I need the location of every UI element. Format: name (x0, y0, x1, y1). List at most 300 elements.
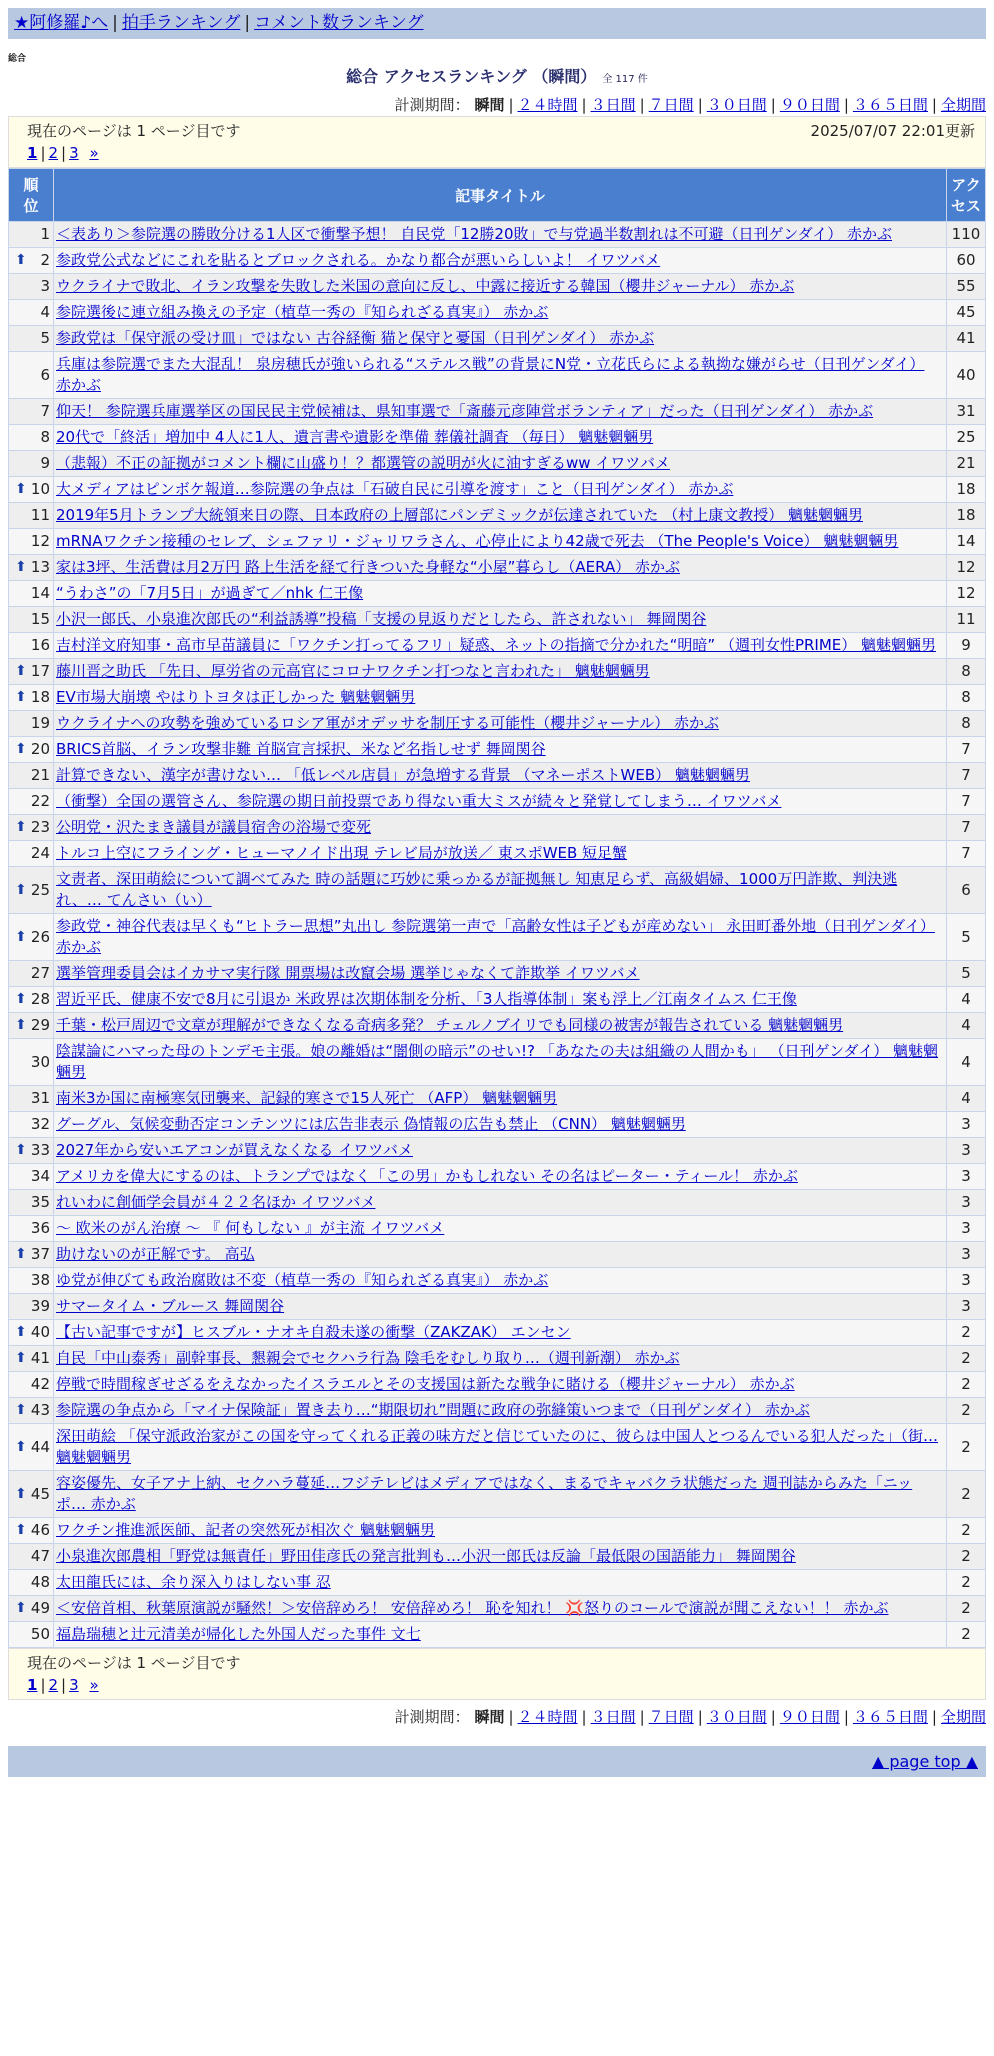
page-title (8, 66, 986, 91)
rank-number: 43 (30, 1401, 50, 1419)
title-cell (54, 1518, 947, 1544)
access-count: 3 (947, 1138, 986, 1164)
rank-number: 42 (30, 1375, 50, 1393)
rank-cell (9, 711, 54, 737)
access-count: 14 (947, 529, 986, 555)
article-link[interactable]: 深田萌絵 「保守派政治家がこの国を守ってくれる正義の味方だと信じていたのに、彼らは中国人とつるんでいる犯人だった」（街… 魑魅魍魎男 (56, 1427, 938, 1466)
table-row (9, 581, 986, 607)
rank-cell (9, 425, 54, 451)
title-cell (54, 1268, 947, 1294)
article-link[interactable]: 千葉・松戸周辺で文章が理解ができなくなる奇病多発？ チェルノブイリでも同様の被害が報告されている 魑魅魍魎男 (56, 1016, 844, 1034)
title-cell (54, 1622, 947, 1648)
table-row (9, 1138, 986, 1164)
title-cell (54, 1216, 947, 1242)
article-link[interactable]: 参政党公式などにこれを貼るとブロックされる。かなり都合が悪いらしいよ！ イワツバメ (56, 251, 661, 269)
access-count: 2 (947, 1471, 986, 1518)
table-row (9, 1424, 986, 1471)
access-count: 2 (947, 1320, 986, 1346)
article-link[interactable]: 助けないのが正解です。 高弘 (56, 1245, 255, 1263)
title-cell (54, 451, 947, 477)
rank-cell (9, 1112, 54, 1138)
table-row (9, 607, 986, 633)
rank-cell (9, 987, 54, 1013)
access-count: 40 (947, 352, 986, 399)
article-link[interactable]: 参院選の争点から「マイナ保険証」置き去り…“期限切れ”問題に政府の弥縫策いつまで（日刊ゲンダイ） 赤かぶ (56, 1401, 810, 1419)
rank-number: 20 (30, 740, 50, 758)
separator: | (639, 96, 645, 114)
rank-number: 45 (30, 1484, 50, 1503)
total-count: 全 117 件 (602, 74, 648, 85)
rank-number: 34 (30, 1167, 50, 1185)
period-option-link[interactable]: ７日間 (648, 96, 694, 114)
article-link[interactable]: トルコ上空にフライング・ヒューマノイド出現 テレビ局が放送／ 東スポWEB 短足蟹 (56, 844, 628, 862)
period-current: 瞬間 (474, 1708, 505, 1726)
rank-cell (9, 789, 54, 815)
article-link[interactable]: EV市場大崩壊 やはりトヨタは正しかった 魑魅魍魎男 (56, 688, 416, 706)
table-row (9, 222, 986, 248)
article-link[interactable]: 【古い記事ですが】ヒスブル・ナオキ自殺未遂の衝撃（ZAKZAK） エンセン (56, 1323, 571, 1341)
article-link[interactable]: 小泉進次郎農相「野党は無責任」野田佳彦氏の発言批判も…小沢一郎氏は反論「最低限の国語能力」 舞岡関谷 (56, 1547, 796, 1565)
title-cell (54, 352, 947, 399)
article-link[interactable]: ＜安倍首相、秋葉原演説が騒然！＞安倍辞めろ！ 安倍辞めろ！ 恥を知れ！ 💢怒りのコールで演説が聞こえない！！ 赤かぶ (56, 1599, 889, 1617)
rank-cell (9, 1242, 54, 1268)
article-link[interactable]: BRICS首脳、イラン攻撃非難 首脳宣言採択、米など名指しせず 舞岡関谷 (56, 740, 546, 758)
rank-up-arrow-icon: ⬆ (15, 1522, 27, 1538)
article-link[interactable]: （衝撃）全国の選管さん、参院選の期日前投票であり得ない重大ミスが続々と発覚してしまう… イワツバメ (56, 792, 782, 810)
rank-cell (9, 529, 54, 555)
title-cell (54, 425, 947, 451)
article-link[interactable]: 福島瑞穂と辻元清美が帰化した外国人だった事件 文七 (56, 1625, 421, 1643)
rank-cell (9, 1398, 54, 1424)
table-row (9, 1346, 986, 1372)
rank-cell (9, 1596, 54, 1622)
separator: | (508, 96, 514, 114)
title-cell (54, 477, 947, 503)
rank-number: 4 (40, 303, 50, 321)
comment-ranking-link[interactable]: コメント数ランキング (254, 13, 424, 33)
rank-up-arrow-icon: ⬆ (15, 1402, 27, 1418)
rank-number: 30 (30, 1052, 50, 1071)
access-count: 5 (947, 961, 986, 987)
title-cell (54, 503, 947, 529)
article-link[interactable]: 藤川晋之助氏 「先日、厚労省の元高官にコロナワクチン打つなと言われた」 魑魅魍魎男 (56, 662, 650, 680)
separator: | (697, 1708, 703, 1726)
rank-cell (9, 1138, 54, 1164)
separator: | (40, 144, 46, 162)
rank-number: 8 (40, 428, 50, 446)
rank-up-arrow-icon: ⬆ (15, 252, 27, 268)
table-row (9, 1013, 986, 1039)
table-row (9, 451, 986, 477)
rank-up-arrow-icon: ⬆ (15, 819, 27, 835)
title-cell (54, 815, 947, 841)
period-option-link[interactable]: ２４時間 (517, 96, 578, 114)
period-option-link[interactable]: 全期間 (940, 96, 986, 114)
rank-number: 5 (40, 329, 50, 347)
table-row (9, 352, 986, 399)
rank-number: 44 (30, 1437, 50, 1456)
title-cell (54, 607, 947, 633)
page-link[interactable]: 3 (69, 1676, 79, 1694)
table-row (9, 1294, 986, 1320)
title-cell (54, 274, 947, 300)
rank-number: 12 (30, 532, 50, 550)
period-selector-bottom (8, 1706, 986, 1728)
rank-cell (9, 326, 54, 352)
top-navigation (8, 8, 986, 39)
table-row (9, 555, 986, 581)
rank-up-arrow-icon: ⬆ (15, 689, 27, 705)
period-option-link[interactable]: ３０日間 (706, 96, 767, 114)
rank-cell (9, 1320, 54, 1346)
rank-up-arrow-icon: ⬆ (15, 481, 27, 497)
article-link[interactable]: ＜表あり＞参院選の勝敗分ける1人区で衝撃予想！ 自民党「12勝20敗」で与党過半数割れは不可避（日刊ゲンダイ） 赤かぶ (56, 225, 893, 243)
title-cell (54, 326, 947, 352)
rank-number: 26 (30, 927, 50, 946)
table-row (9, 659, 986, 685)
table-row (9, 1372, 986, 1398)
article-link[interactable]: 仰天！ 参院選兵庫選挙区の国民民主党候補は、県知事選で「斎藤元彦陣営ボランティア」だった（日刊ゲンダイ） 赤かぶ (56, 402, 874, 420)
title-cell (54, 1372, 947, 1398)
access-count: 2 (947, 1424, 986, 1471)
article-link[interactable]: 計算できない、漢字が書けない… 「低レベル店員」が急増する背景 （マネーポストWEB） 魑魅魍魎男 (56, 766, 750, 784)
page-link[interactable]: 2 (48, 1676, 59, 1694)
title-cell (54, 867, 947, 914)
access-count: 18 (947, 503, 986, 529)
rank-cell (9, 399, 54, 425)
table-row (9, 1320, 986, 1346)
article-link[interactable]: mRNAワクチン接種のセレブ、シェファリ・ジャリワラさん、心停止により42歳で死去 （The People's Voice） 魑魅魍魎男 (56, 532, 899, 550)
access-count: 4 (947, 1086, 986, 1112)
access-count: 11 (947, 607, 986, 633)
article-link[interactable]: 吉村洋文府知事・高市早苗議員に「ワクチン打ってるフリ」疑惑、ネットの指摘で分かれた“明暗” （週刊女性PRIME） 魑魅魍魎男 (56, 636, 937, 654)
rank-cell (9, 659, 54, 685)
table-row (9, 1242, 986, 1268)
rank-number: 39 (30, 1297, 50, 1315)
table-row (9, 477, 986, 503)
rank-cell (9, 1164, 54, 1190)
title-cell (54, 1164, 947, 1190)
separator: | (770, 96, 776, 114)
rank-number: 1 (40, 225, 50, 243)
rank-up-arrow-icon: ⬆ (15, 1324, 27, 1340)
rank-cell (9, 581, 54, 607)
rank-up-arrow-icon: ⬆ (15, 928, 27, 945)
rank-number: 40 (30, 1323, 50, 1341)
title-cell (54, 555, 947, 581)
table-row (9, 711, 986, 737)
rank-number: 27 (30, 964, 50, 982)
rank-cell (9, 1518, 54, 1544)
rank-cell (9, 274, 54, 300)
period-option-link[interactable]: ３６５日間 (852, 1708, 928, 1726)
rank-cell (9, 1622, 54, 1648)
title-cell (54, 1570, 947, 1596)
title-cell (54, 399, 947, 425)
article-link[interactable]: 参院選後に連立組み換えの予定（植草一秀の『知られざる真実』） 赤かぶ (56, 303, 549, 321)
article-link[interactable]: 公明党・沢たまき議員が議員宿舎の浴場で変死 (56, 818, 372, 836)
rank-cell (9, 555, 54, 581)
article-link[interactable]: ワクチン推進派医師、記者の突然死が相次ぐ 魑魅魍魎男 (56, 1521, 436, 1539)
rank-number: 7 (40, 402, 50, 420)
period-option-link[interactable]: ３日間 (590, 96, 636, 114)
title-cell (54, 987, 947, 1013)
access-count: 4 (947, 1039, 986, 1086)
ranking-title: 総合 アクセスランキング （瞬間） (346, 67, 597, 86)
access-count: 55 (947, 274, 986, 300)
rank-cell (9, 248, 54, 274)
article-link[interactable]: ゆ党が伸びても政治腐敗は不変（植草一秀の『知られざる真実』） 赤かぶ (56, 1271, 549, 1289)
access-count: 2 (947, 1346, 986, 1372)
period-option-link[interactable]: 全期間 (940, 1708, 986, 1726)
spacer (79, 144, 90, 162)
table-row (9, 300, 986, 326)
article-link[interactable]: 文责者、深田萌絵について調べてみた 時の話題に巧妙に乗っかるが証拠無し 知恵足らず、高級娼婦、1000万円詐欺、判決逃れ、… てんさい（い） (56, 870, 898, 909)
access-count: 8 (947, 659, 986, 685)
page-top-link[interactable]: ▲ page top ▲ (871, 1752, 978, 1771)
article-link[interactable]: 小沢一郎氏、小泉進次郎氏の“利益誘導”投稿「支援の見返りだとしたら、許されない」 舞岡関谷 (56, 610, 707, 628)
article-link[interactable]: 習近平氏、健康不安で8月に引退か 米政界は次期体制を分析、「3人指導体制」案も浮上／江南タイムス 仁王像 (56, 990, 797, 1008)
access-count: 18 (947, 477, 986, 503)
rank-up-arrow-icon: ⬆ (15, 559, 27, 575)
rank-number: 32 (30, 1115, 50, 1133)
rank-number: 13 (30, 558, 50, 576)
rank-number: 23 (30, 818, 50, 836)
period-option-link[interactable]: ９０日間 (779, 96, 840, 114)
period-selector-top (8, 94, 986, 116)
separator: | (61, 144, 67, 162)
article-link[interactable]: アメリカを偉大にするのは、トランプではなく「この男」かもしれない その名はピーター・ティール！ 赤かぶ (56, 1167, 798, 1185)
access-count: 2 (947, 1518, 986, 1544)
table-row (9, 1471, 986, 1518)
col-rank-header: 順 位 (9, 169, 54, 222)
title-cell (54, 1346, 947, 1372)
access-count: 6 (947, 867, 986, 914)
access-count: 2 (947, 1372, 986, 1398)
article-link[interactable]: 停戦で時間稼ぎせざるをえなかったイスラエルとその支援国は新たな戦争に賭ける（櫻井ジャーナル） 赤かぶ (56, 1375, 795, 1393)
access-count: 31 (947, 399, 986, 425)
spacer (79, 1676, 90, 1694)
separator: | (61, 1676, 67, 1694)
access-count: 4 (947, 987, 986, 1013)
rank-number: 29 (30, 1016, 50, 1034)
rank-cell (9, 841, 54, 867)
article-link[interactable]: 家は3坪、生活費は月2万円 路上生活を経て行きついた身軽な“小屋”暮らし（AERA） 赤かぶ (56, 558, 680, 576)
article-link[interactable]: ウクライナで敗北、イラン攻撃を失敗した米国の意向に反し、中露に接近する韓国（櫻井ジャーナル） 赤かぶ (56, 277, 795, 295)
rank-cell (9, 1570, 54, 1596)
article-link[interactable]: 兵庫は参院選でまた大混乱！ 泉房穂氏が強いられる“ステルス戦”の背景にN党・立花氏らによる執拗な嫌がらせ（日刊ゲンダイ） 赤かぶ (56, 355, 925, 394)
ranking-table (8, 168, 986, 1648)
rank-up-arrow-icon: ⬆ (15, 1600, 27, 1616)
article-link[interactable]: 陰謀論にハマった母のトンデモ主張。娘の離婚は“闇側の暗示”のせい!? 「あなたの夫は組織の人間かも」 （日刊ゲンダイ） 魑魅魍魎男 (56, 1042, 939, 1081)
access-count: 41 (947, 326, 986, 352)
title-cell (54, 1086, 947, 1112)
article-link[interactable]: ウクライナへの攻勢を強めているロシア軍がオデッサを制圧する可能性（櫻井ジャーナル） 赤かぶ (56, 714, 719, 732)
access-count: 2 (947, 1622, 986, 1648)
separator: | (639, 1708, 645, 1726)
article-link[interactable]: 〜 欧米のがん治療 〜 『 何もしない 』が主流 イワツバメ (56, 1219, 445, 1237)
article-link[interactable]: れいわに創価学会員が４２２名ほか イワツバメ (56, 1193, 376, 1211)
separator: | (843, 1708, 849, 1726)
title-cell (54, 1544, 947, 1570)
article-link[interactable]: 太田龍氏には、余り深入りはしない事 忍 (56, 1573, 331, 1591)
table-row (9, 1039, 986, 1086)
rank-number: 3 (40, 277, 50, 295)
article-link[interactable]: 選挙管理委員会はイカサマ実行隊 開票場は改竄会場 選挙じゃなくて詐欺挙 イワツバメ (56, 964, 640, 982)
article-link[interactable]: 容姿優先、女子アナ上納、セクハラ蔓延…フジテレビはメディアではなく、まるでキャバクラ状態だった 週刊誌からみた「ニッポ… 赤かぶ (56, 1474, 913, 1513)
rank-number: 17 (30, 662, 50, 680)
access-count: 60 (947, 248, 986, 274)
access-count: 7 (947, 815, 986, 841)
table-row (9, 1518, 986, 1544)
rank-cell (9, 1294, 54, 1320)
rank-number: 14 (30, 584, 50, 602)
separator: | (40, 1676, 46, 1694)
rank-number: 21 (30, 766, 50, 784)
article-link[interactable]: 参政党は「保守派の受け皿」ではない 古谷経衡 猫と保守と憂国（日刊ゲンダイ） 赤かぶ (56, 329, 655, 347)
page-link-current[interactable]: 1 (27, 1676, 38, 1694)
article-link[interactable]: 2019年5月トランプ大統領来日の際、日本政府の上層部にパンデミックが伝達されていた （村上康文教授） 魑魅魍魎男 (56, 506, 863, 524)
rank-number: 36 (30, 1219, 50, 1237)
title-cell (54, 711, 947, 737)
separator: | (843, 96, 849, 114)
article-link[interactable]: 大メディアはピンボケ報道…参院選の争点は「石破自民に引導を渡す」こと（日刊ゲンダイ） 赤かぶ (56, 480, 734, 498)
article-link[interactable]: グーグル、気候変動否定コンテンツには広告非表示 偽情報の広告も禁止 （CNN） 魑魅魍魎男 (56, 1115, 686, 1133)
rank-cell (9, 1424, 54, 1471)
table-row (9, 1164, 986, 1190)
rank-cell (9, 815, 54, 841)
title-cell (54, 248, 947, 274)
access-count: 45 (947, 300, 986, 326)
col-title-header: 記事タイトル (54, 169, 947, 222)
table-row (9, 685, 986, 711)
rank-number: 35 (30, 1193, 50, 1211)
access-count: 2 (947, 1570, 986, 1596)
next-page-link[interactable]: » (89, 1676, 99, 1694)
article-link[interactable]: 2027年から安いエアコンが買えなくなる イワツバメ (56, 1141, 413, 1159)
table-row (9, 737, 986, 763)
separator: | (770, 1708, 776, 1726)
table-row (9, 425, 986, 451)
article-link[interactable]: 20代で「終活」増加中 4人に1人、遺言書や遺影を準備 葬儀社調査 （毎日） 魑魅魍魎男 (56, 428, 654, 446)
next-page-link[interactable]: » (89, 144, 99, 162)
article-link[interactable]: 南米3か国に南極寒気団襲来、記録的寒さで15人死亡 （AFP） 魑魅魍魎男 (56, 1089, 558, 1107)
period-option-link[interactable]: ２４時間 (517, 1708, 578, 1726)
rank-cell (9, 1190, 54, 1216)
period-option-link[interactable]: ３日間 (590, 1708, 636, 1726)
rank-cell (9, 1544, 54, 1570)
rank-number: 41 (30, 1349, 50, 1367)
table-row (9, 987, 986, 1013)
title-cell (54, 961, 947, 987)
rank-cell (9, 1346, 54, 1372)
pager-top (8, 116, 986, 168)
rank-number: 25 (30, 880, 50, 899)
access-count: 2 (947, 1596, 986, 1622)
table-row (9, 1596, 986, 1622)
table-row (9, 529, 986, 555)
rank-number: 47 (30, 1547, 50, 1565)
title-cell (54, 1138, 947, 1164)
article-link[interactable]: 参政党・神谷代表は早くも“ヒトラー思想”丸出し 参院選第一声で「高齢女性は子どもが産めない」 永田町番外地（日刊ゲンダイ） 赤かぶ (56, 917, 935, 956)
title-cell (54, 1112, 947, 1138)
access-count: 3 (947, 1190, 986, 1216)
updated-timestamp: 2025/07/07 22:01更新 (810, 122, 975, 140)
article-link[interactable]: 自民「中山泰秀」副幹事長、懇親会でセクハラ行為 陰毛をむしり取り…（週刊新潮） 赤かぶ (56, 1349, 680, 1367)
period-option-link[interactable]: ７日間 (648, 1708, 694, 1726)
rank-cell (9, 451, 54, 477)
access-count: 7 (947, 841, 986, 867)
title-cell (54, 1294, 947, 1320)
title-cell (54, 529, 947, 555)
page-link-current[interactable]: 1 (27, 144, 38, 162)
rank-number: 19 (30, 714, 50, 732)
article-link[interactable]: （悲報）不正の証拠がコメント欄に山盛り！？都選管の説明が火に油すぎるww イワツバメ (56, 454, 671, 472)
table-row (9, 1086, 986, 1112)
period-option-link[interactable]: ３６５日間 (852, 96, 928, 114)
title-cell (54, 841, 947, 867)
article-link[interactable]: サマータイム・ブルース 舞岡関谷 (56, 1297, 285, 1315)
access-count: 2 (947, 1398, 986, 1424)
rank-cell (9, 1039, 54, 1086)
rank-number: 22 (30, 792, 50, 810)
title-cell (54, 633, 947, 659)
rank-up-arrow-icon: ⬆ (15, 881, 27, 898)
title-cell (54, 1424, 947, 1471)
title-cell (54, 685, 947, 711)
access-count: 21 (947, 451, 986, 477)
period-label: 計測期間： (394, 96, 475, 114)
page-link[interactable]: 3 (69, 144, 79, 162)
access-count: 12 (947, 555, 986, 581)
col-access-header: アク セス (947, 169, 986, 222)
page-link[interactable]: 2 (48, 144, 59, 162)
rank-number: 37 (30, 1245, 50, 1263)
access-count: 5 (947, 914, 986, 961)
clap-ranking-link[interactable]: 拍手ランキング (121, 13, 241, 33)
rank-cell (9, 1013, 54, 1039)
period-option-link[interactable]: ３０日間 (706, 1708, 767, 1726)
rank-up-arrow-icon: ⬆ (15, 991, 27, 1007)
rank-cell (9, 607, 54, 633)
home-link[interactable]: ★阿修羅♪へ (14, 13, 109, 33)
rank-cell (9, 961, 54, 987)
period-option-link[interactable]: ９０日間 (779, 1708, 840, 1726)
rank-up-arrow-icon: ⬆ (15, 1142, 27, 1158)
access-count: 3 (947, 1268, 986, 1294)
rank-number: 38 (30, 1271, 50, 1289)
table-row (9, 1268, 986, 1294)
title-cell (54, 1013, 947, 1039)
table-row (9, 867, 986, 914)
table-row (9, 1112, 986, 1138)
access-count: 25 (947, 425, 986, 451)
title-cell (54, 1596, 947, 1622)
rank-cell (9, 763, 54, 789)
rank-number: 6 (40, 365, 50, 384)
rank-cell (9, 352, 54, 399)
table-row (9, 326, 986, 352)
rank-cell (9, 633, 54, 659)
separator: | (697, 96, 703, 114)
rank-number: 49 (30, 1599, 50, 1617)
rank-up-arrow-icon: ⬆ (15, 1485, 27, 1502)
rank-up-arrow-icon: ⬆ (15, 741, 27, 757)
article-link[interactable]: “うわさ”の「7月5日」が過ぎて／nhk 仁王像 (56, 584, 364, 602)
access-count: 3 (947, 1164, 986, 1190)
page-links (27, 142, 975, 164)
rank-cell (9, 737, 54, 763)
